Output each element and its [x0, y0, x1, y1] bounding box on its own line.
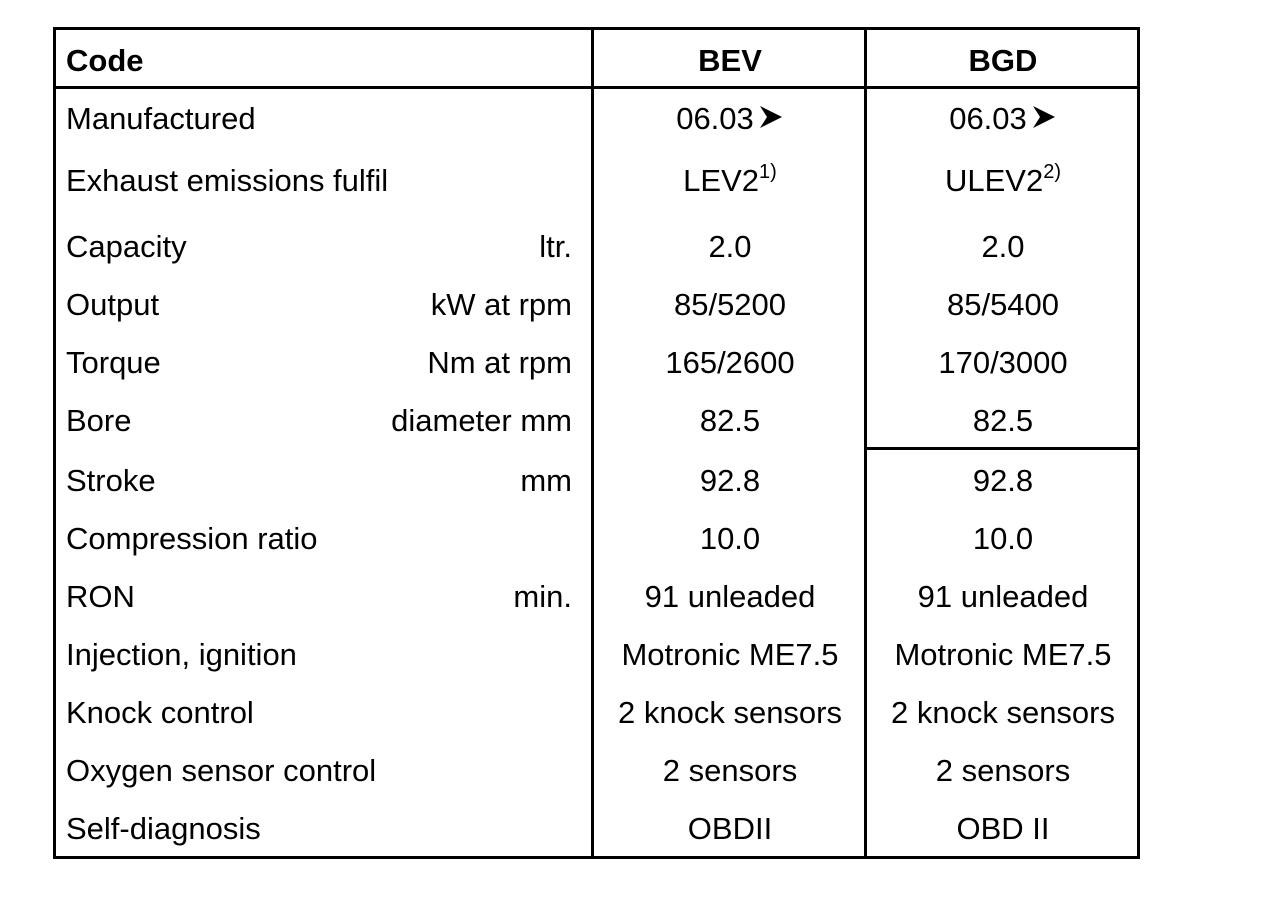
row-label-text: Compression ratio [66, 521, 318, 556]
bev-value [593, 755, 867, 786]
bgd-value-text: 85/5400 [946, 287, 1060, 322]
bgd-value [866, 755, 1140, 786]
bgd-value [866, 523, 1140, 554]
row-label-text: RON [66, 579, 135, 614]
bgd-value [866, 289, 1140, 320]
bev-value [593, 231, 867, 262]
row-unit [520, 465, 572, 496]
row-unit-text: diameter mm [391, 403, 572, 438]
bev-value [593, 160, 867, 198]
row-label [66, 289, 159, 320]
row-label [66, 103, 256, 134]
header-bgd: BGD [968, 43, 1038, 78]
table-border [53, 27, 1140, 859]
bev-value-text: 82.5 [699, 403, 761, 438]
row-unit [427, 347, 572, 378]
row-label-text: Exhaust emissions fulfil [66, 163, 389, 198]
arrow-right-icon [1031, 104, 1057, 130]
arrow-right-icon [758, 104, 784, 130]
row-label [66, 165, 388, 196]
bgd-value-text: 92.8 [972, 463, 1034, 498]
bev-value-text: 85/5200 [673, 287, 787, 322]
row-label [66, 813, 261, 844]
bev-value [593, 639, 867, 670]
row-label-text: Bore [66, 403, 132, 438]
row-label [66, 697, 254, 728]
bgd-value-text: 170/3000 [938, 345, 1068, 380]
header-divider [53, 86, 1140, 89]
bgd-value [866, 465, 1140, 496]
bgd-value [866, 347, 1140, 378]
bev-value [593, 581, 867, 612]
row-label-text: Output [66, 287, 160, 322]
bev-value [593, 103, 867, 134]
row-label-text: Stroke [66, 463, 156, 498]
row-unit [431, 289, 572, 320]
bev-value [593, 465, 867, 496]
bgd-value-text: OBD II [956, 811, 1050, 846]
bev-value-text: 2 knock sensors [618, 695, 842, 730]
bev-value [593, 289, 867, 320]
bgd-value-text: 06.03 [949, 101, 1027, 136]
row-label [66, 347, 161, 378]
row-unit [391, 405, 572, 436]
row-label-text: Injection, ignition [66, 637, 297, 672]
bev-value-text: 06.03 [676, 101, 754, 136]
row-label-text: Self-diagnosis [66, 811, 261, 846]
bev-value-footnote: 1) [759, 160, 777, 183]
header-code: Code [66, 43, 144, 78]
row-unit [539, 231, 572, 262]
bgd-value [866, 697, 1140, 728]
bgd-value [866, 639, 1140, 670]
bev-value-text: OBDII [687, 811, 773, 846]
row-unit-text: ltr. [539, 229, 572, 264]
bgd-value-text: Motronic ME7.5 [894, 637, 1112, 672]
row-label-text: Knock control [66, 695, 254, 730]
row-unit-text: Nm at rpm [427, 345, 572, 380]
bgd-value-footnote: 2) [1043, 160, 1062, 183]
bev-value-text: 91 unleaded [644, 579, 816, 614]
engine-spec-table [53, 27, 1140, 859]
bgd-value [866, 405, 1140, 436]
bgd-value-text: 82.5 [972, 403, 1034, 438]
bev-value-text: 92.8 [699, 463, 761, 498]
bgd-bore-divider [864, 447, 1140, 450]
bgd-value [866, 160, 1140, 198]
row-label [66, 581, 135, 612]
row-unit-text: mm [520, 463, 572, 498]
bgd-value-text: 2.0 [981, 229, 1025, 264]
column-divider-1 [591, 27, 594, 859]
bev-value [593, 523, 867, 554]
row-label-text: Manufactured [66, 101, 256, 136]
bgd-value-text: 2 sensors [935, 753, 1071, 788]
row-label [66, 231, 187, 262]
bgd-value [866, 231, 1140, 262]
row-label [66, 755, 376, 786]
bev-value-text: 2.0 [708, 229, 752, 264]
bev-value [593, 697, 867, 728]
bgd-value-text: 91 unleaded [917, 579, 1089, 614]
bgd-value [866, 103, 1140, 134]
row-label-text: Torque [66, 345, 161, 380]
row-label [66, 523, 318, 554]
row-unit-text: kW at rpm [430, 287, 572, 322]
bev-value-text: LEV2 [683, 163, 760, 198]
bgd-value [866, 813, 1140, 844]
row-unit [513, 581, 572, 612]
row-label-text: Oxygen sensor control [66, 753, 377, 788]
bev-value-text: 165/2600 [665, 345, 795, 380]
bev-value-text: 2 sensors [662, 753, 798, 788]
row-label-text: Capacity [66, 229, 187, 264]
bgd-value-text: 10.0 [972, 521, 1034, 556]
bev-value-text: Motronic ME7.5 [621, 637, 839, 672]
row-label [66, 465, 156, 496]
bev-value-text: 10.0 [699, 521, 761, 556]
bev-value [593, 347, 867, 378]
column-divider-2 [864, 27, 867, 859]
bev-value [593, 405, 867, 436]
row-label [66, 405, 131, 436]
bev-value [593, 813, 867, 844]
row-unit-text: min. [513, 579, 572, 614]
row-label [66, 639, 297, 670]
bgd-value [866, 581, 1140, 612]
bgd-value-text: 2 knock sensors [891, 695, 1115, 730]
bgd-value-text: ULEV2 [944, 163, 1044, 198]
header-bev: BEV [698, 43, 762, 78]
